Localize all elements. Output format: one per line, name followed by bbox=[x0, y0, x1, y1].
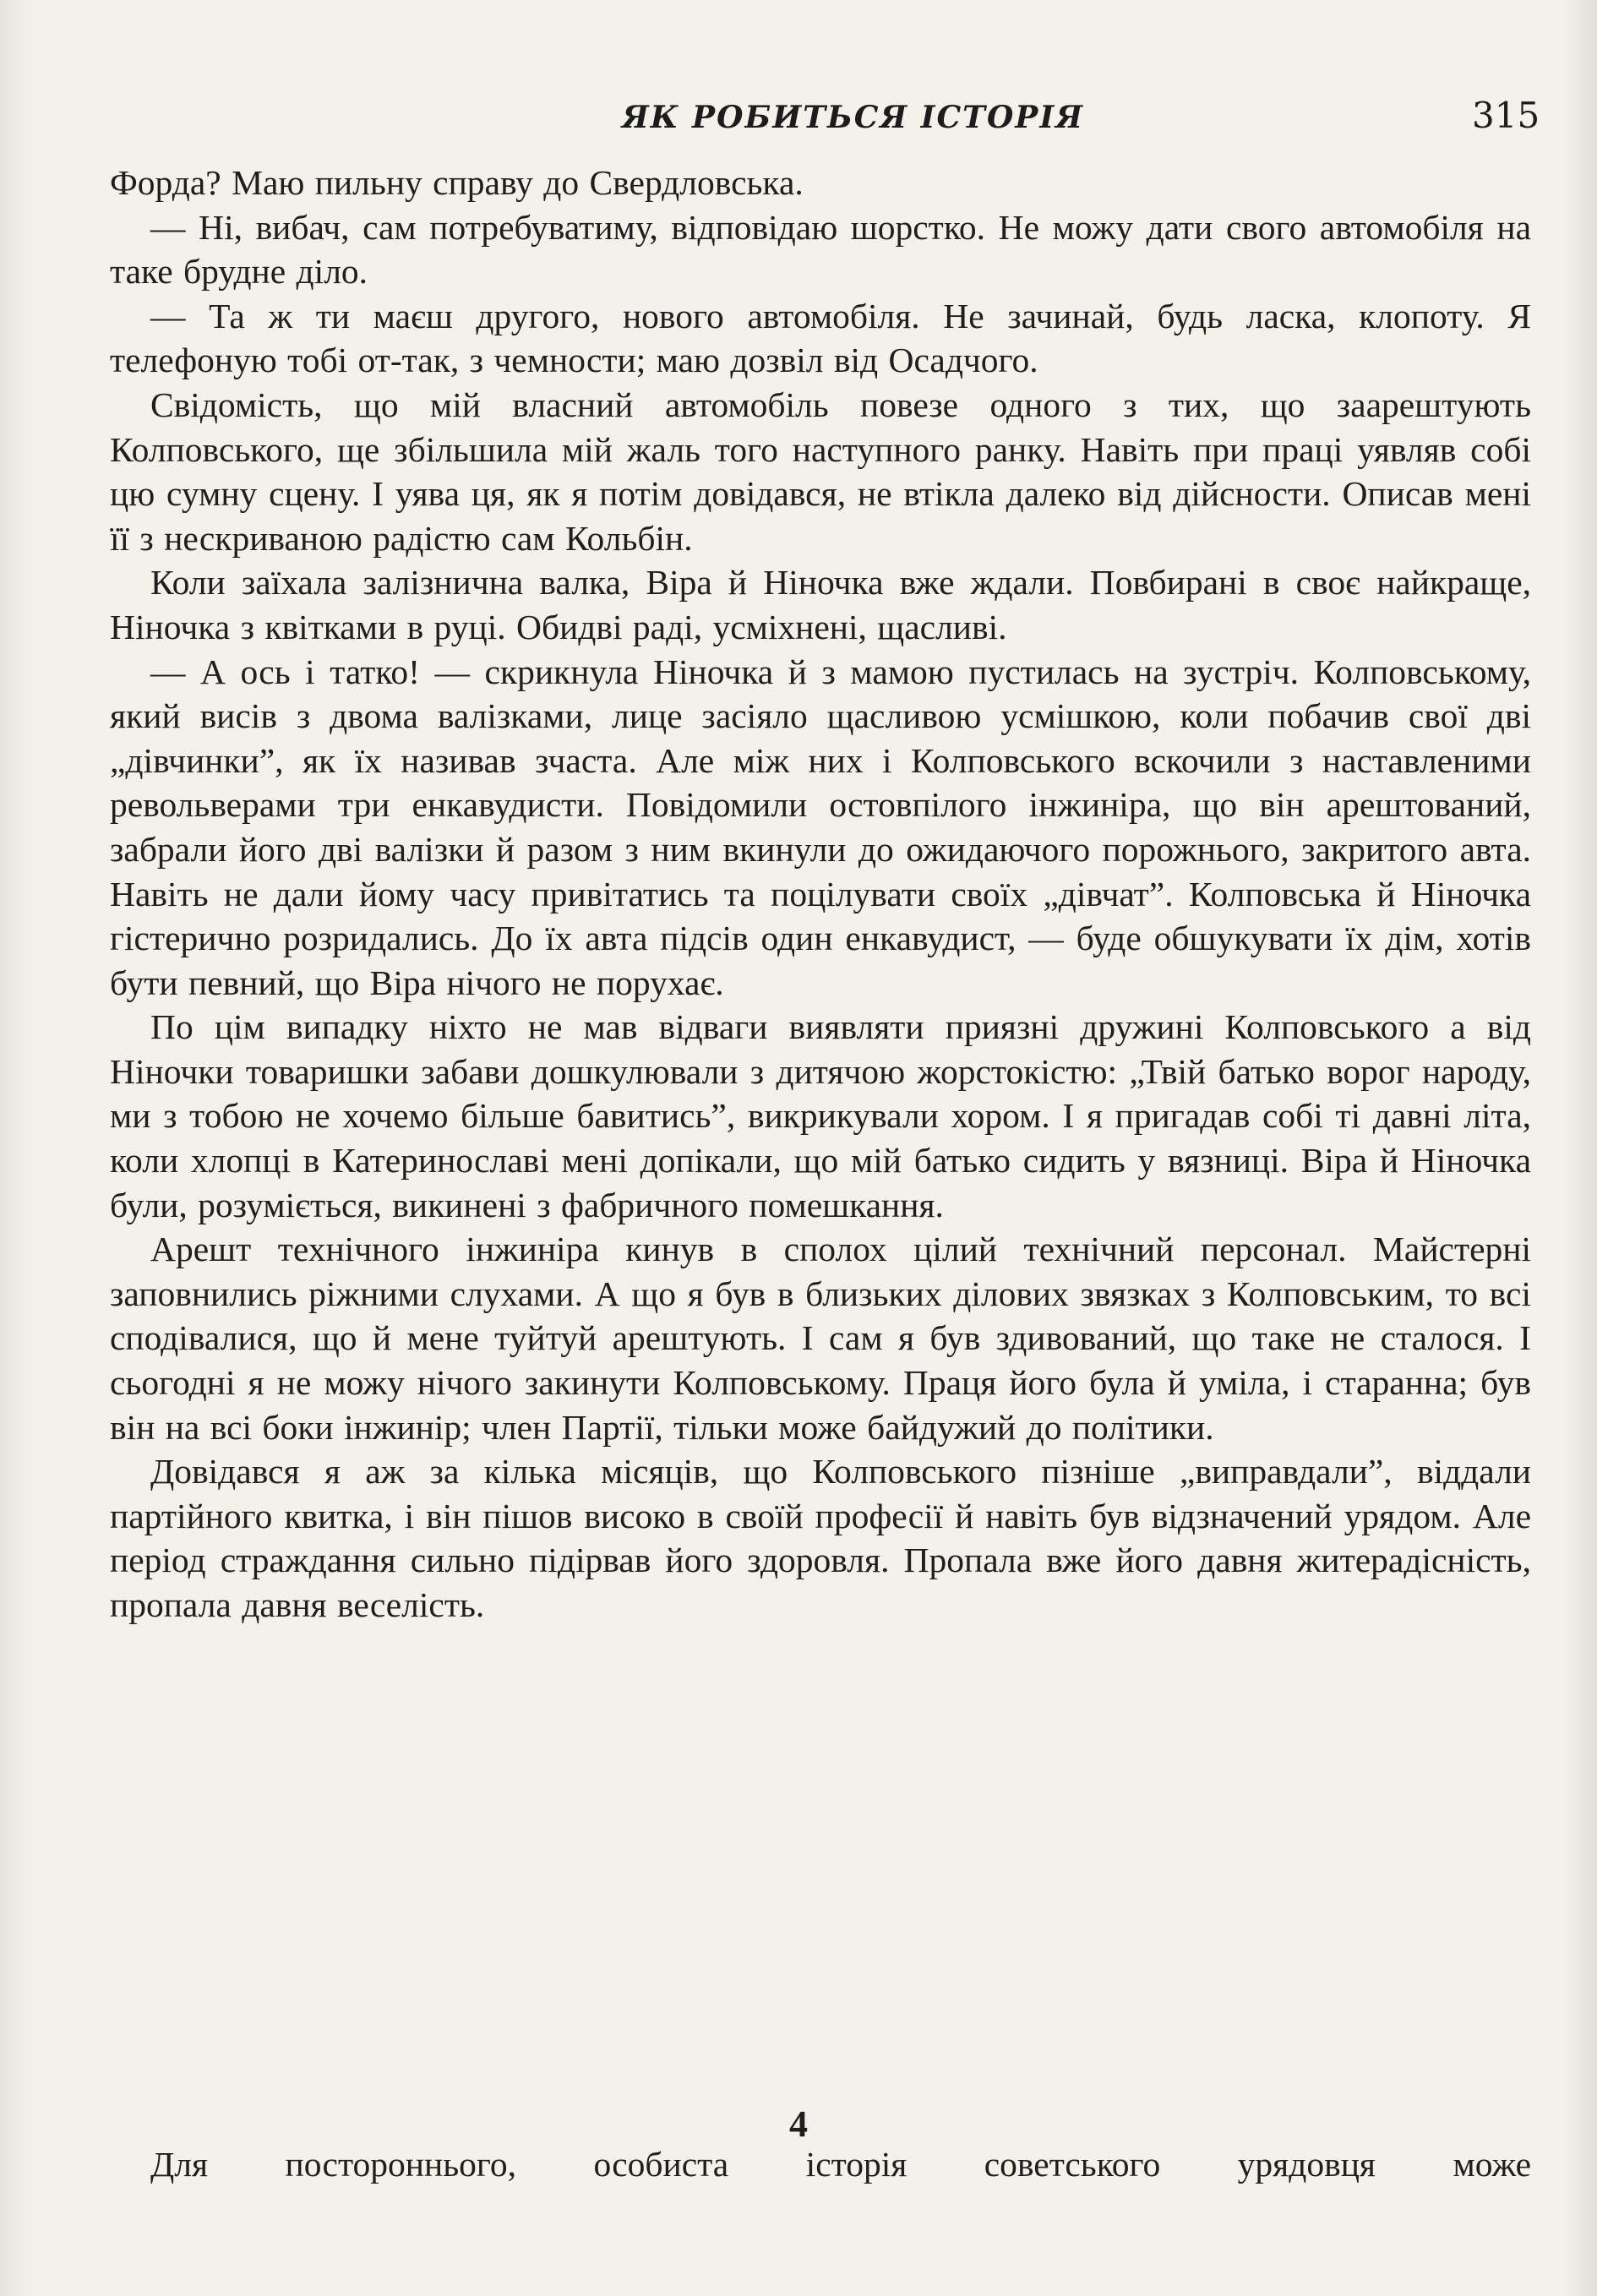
paragraph: — Ні, вибач, сам потребуватиму, відповідаю шорстко. Не можу дати свого автомобіля на таке брудне діло. bbox=[110, 207, 1531, 292]
section-number: 4 bbox=[789, 2103, 808, 2145]
paragraph: Коли заїхала залізнична валка, Віра й Ніночка вже ждали. Повбирані в своє найкраще, Ніночка з квітками в руці. Обидві раді, усміхнені, щасливі. bbox=[110, 563, 1531, 646]
page-number: 315 bbox=[1472, 95, 1540, 136]
paragraph: Форда? Маю пильну справу до Свердловська. bbox=[110, 163, 804, 202]
paragraph: Свідомість, що мій власний автомобіль повезе одного з тих, що заарештують Колповського, ще збільшила мій жаль того наступного ранку. Навіть при праці уявляв собі цю сумну сцену. І уява ця, як я потім довідався, не втікла далеко від дійсности. Описав мені її з нескриваною радістю сам Кольбін. bbox=[110, 384, 1531, 558]
paragraph: — Та ж ти маєш другого, нового автомобіля. Не зачинай, будь ласка, клопоту. Я телефоную тобі от-так, з чемности; маю дозвіл від Осадчого. bbox=[110, 296, 1531, 380]
running-title: ЯК РОБИТЬСЯ ІСТОРІЯ bbox=[622, 100, 1084, 135]
body-text bbox=[110, 161, 1531, 1628]
paragraph: Арешт технічного інжиніра кинув в сполох цілий технічний персонал. Майстерні заповнились ріжними слухами. А що я був в близьких ділових звязках з Колповським, то всі сподівалися, що й мене туйтуй арештують. І сам я був здивований, що таке не сталося. І сьогодні я не можу нічого закинути Колповському. Праця його була й уміла, і старанна; був він на всі боки інжинір; член Партії, тільки може байдужий до політики. bbox=[110, 1230, 1531, 1447]
section-first-line: Для постороннього, особиста історія советського урядовця може bbox=[150, 2145, 1531, 2184]
paragraph: Довідався я аж за кілька місяців, що Колповського пізніше „виправдали”, віддали партійного квитка, і він пішов високо в своїй професії й навіть був відзначений урядом. Але період страждання сильно підірвав його здоровля. Пропала вже його давня житерадісність, пропала давня веселість. bbox=[110, 1452, 1531, 1624]
paragraph: — А ось і татко! — скрикнула Ніночка й з мамою пустилась на зустріч. Колповському, який висів з двома валізками, лице засіяло щасливою усмішкою, коли побачив свої дві „дівчинки”, як їх називав зчаста. Але між них і Колповського вскочили з наставленими револьверами три енкавудисти. Повідомили остовпілого інжиніра, що він арештований, забрали його дві валізки й разом з ним вкинули до ожидаючого порожнього, закритого авта. Навіть не дали йому часу привітатись та поцілувати своїх „дівчат”. Колповська й Ніночка гістерично розридались. До їх авта підсів один енкавудист, — буде обшукувати їх дім, хотів бути певний, що Віра нічого не порухає. bbox=[110, 652, 1531, 1002]
running-head bbox=[0, 95, 1597, 145]
paragraph: По цім випадку ніхто не мав відваги виявляти приязні дружині Колповського а від Ніночки товаришки забави дошкулювали з дитячою жорстокістю: „Твій батько ворог народу, ми з тобою не хочемо більше бавитись”, викрикували хором. І я пригадав собі ті давні літа, коли хлопці в Катеринославі мені допікали, що мій батько сидить у вязниці. Віра й Ніночка були, розуміється, викинені з фабричного помешкання. bbox=[110, 1007, 1531, 1224]
